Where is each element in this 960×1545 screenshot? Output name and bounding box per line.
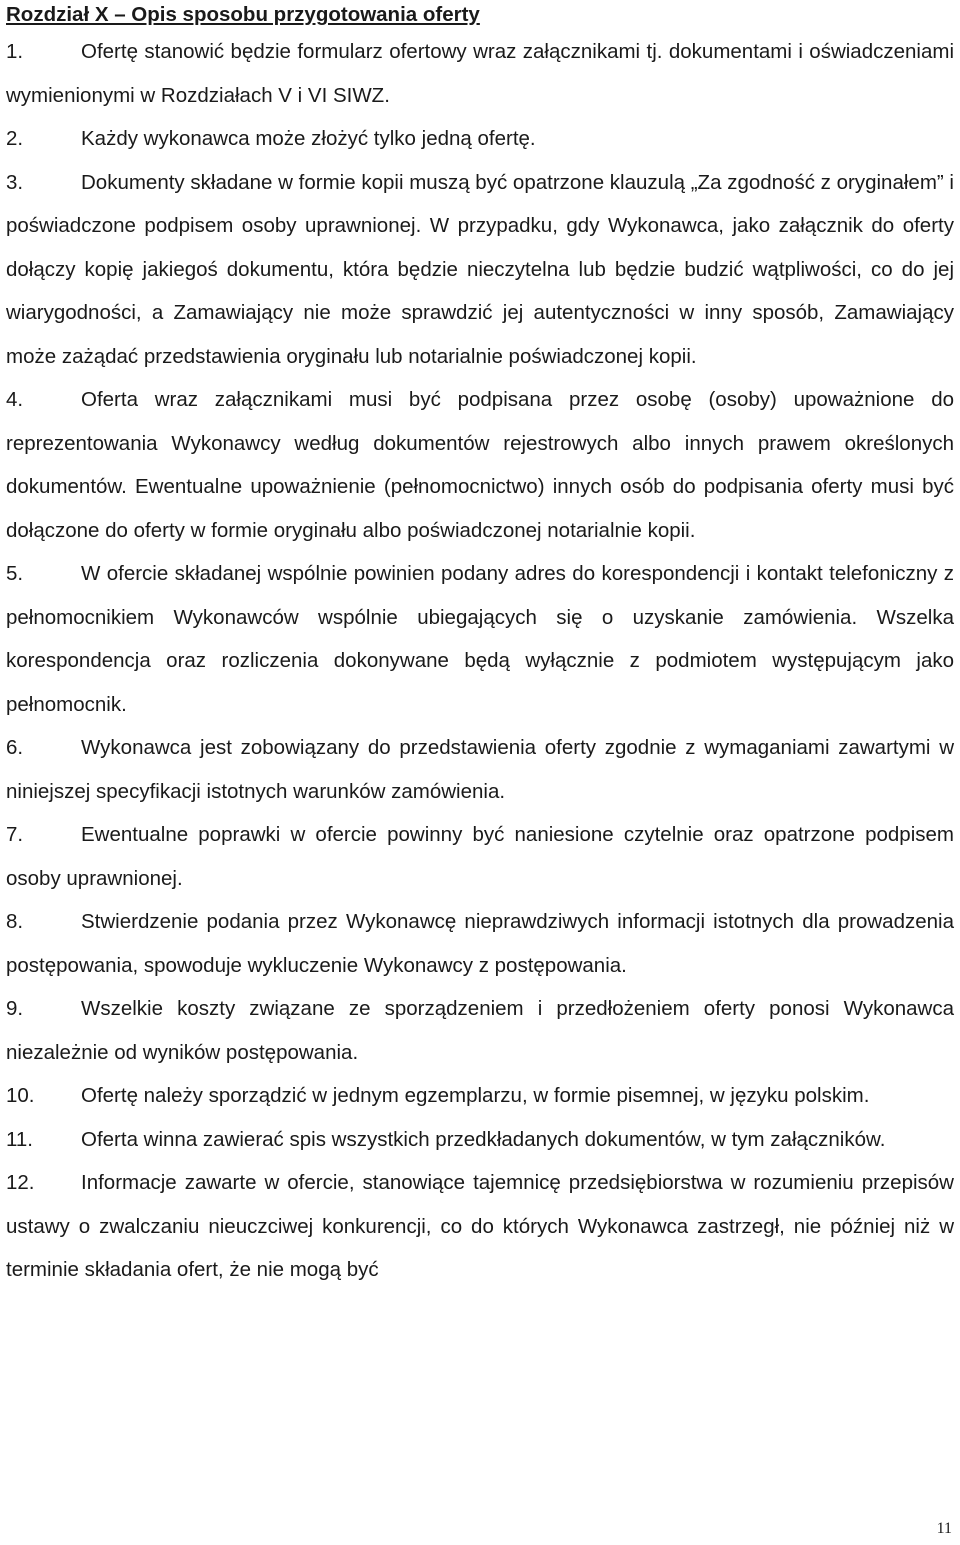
item-text: Stwierdzenie podania przez Wykonawcę nieprawdziwych informacji istotnych dla prowadzenia postępowania, spowoduje wykluczenie Wykonawcy z postępowania. bbox=[6, 910, 954, 977]
item-number: 7. bbox=[6, 823, 24, 846]
list-item-2 bbox=[6, 117, 954, 161]
list-item-10 bbox=[6, 1074, 954, 1118]
item-number: 11. bbox=[6, 1127, 33, 1151]
item-text: Informacje zawarte w ofercie, stanowiące tajemnicę przedsiębiorstwa w rozumieniu przepisów ustawy o zwalczaniu nieuczciwej konkurencji, co do których Wykonawca zastrzegł, nie później niż w terminie składania ofert, że nie mogą być bbox=[6, 1171, 954, 1281]
item-text: Oferta wraz załącznikami musi być podpisana przez osobę (osoby) upoważnione do reprezentowania Wykonawcy według dokumentów rejestrowych albo innych prawem określonych dokumentów. Ewentualne upoważnienie (pełnomocnictwo) innych osób do podpisania oferty musi być dołączone do oferty w formie oryginału albo poświadczonej notarialnie kopii. bbox=[6, 388, 954, 542]
item-number: 5. bbox=[6, 562, 24, 585]
list-item-5 bbox=[6, 552, 954, 726]
document-body bbox=[6, 0, 954, 1292]
list-item-7 bbox=[6, 813, 954, 900]
item-text: Ofertę stanowić będzie formularz ofertowy wraz załącznikami tj. dokumentami i oświadczeniami wymienionymi w Rozdziałach V i VI SIWZ. bbox=[6, 40, 954, 107]
item-text: Wykonawca jest zobowiązany do przedstawienia oferty zgodnie z wymaganiami zawartymi w niniejszej specyfikacji istotnych warunków zamówienia. bbox=[6, 736, 954, 803]
item-number: 8. bbox=[6, 910, 24, 933]
item-number: 6. bbox=[6, 736, 24, 759]
page-number: 11 bbox=[936, 1520, 952, 1537]
list-item-6 bbox=[6, 726, 954, 813]
item-text: W ofercie składanej wspólnie powinien podany adres do korespondencji i kontakt telefoniczny z pełnomocnikiem Wykonawców wspólnie ubiegających się o uzyskanie zamówienia. Wszelka korespondencja oraz rozliczenia dokonywane będą wyłącznie z podmiotem występującym jako pełnomocnik. bbox=[6, 562, 954, 716]
list-item-1 bbox=[6, 30, 954, 117]
list-item-9 bbox=[6, 987, 954, 1074]
list-item-8 bbox=[6, 900, 954, 987]
item-number: 9. bbox=[6, 997, 24, 1020]
item-number: 12. bbox=[6, 1171, 35, 1194]
list-item-4 bbox=[6, 378, 954, 552]
item-number: 2. bbox=[6, 127, 24, 150]
item-text: Wszelkie koszty związane ze sporządzeniem i przedłożeniem oferty ponosi Wykonawca niezależnie od wyników postępowania. bbox=[6, 997, 954, 1064]
item-text: Dokumenty składane w formie kopii muszą być opatrzone klauzulą „Za zgodność z oryginałem” i poświadczone podpisem osoby uprawnionej. W przypadku, gdy Wykonawca, jako załącznik do oferty dołączy kopię jakiegoś dokumentu, która będzie nieczytelna lub będzie budzić wątpliwości, co do jej wiarygodności, a Zamawiający nie może sprawdzić jej autentyczności w inny sposób, Zamawiający może zażądać przedstawienia oryginału lub notarialnie poświadczonej kopii. bbox=[6, 170, 954, 368]
list-item-11 bbox=[6, 1118, 954, 1162]
item-text: Ewentualne poprawki w ofercie powinny być naniesione czytelnie oraz opatrzone podpisem osoby uprawnionej. bbox=[6, 823, 954, 890]
item-text: Każdy wykonawca może złożyć tylko jedną ofertę. bbox=[81, 127, 536, 150]
item-text: Ofertę należy sporządzić w jednym egzemplarzu, w formie pisemnej, w języku polskim. bbox=[81, 1084, 870, 1107]
item-text: Oferta winna zawierać spis wszystkich przedkładanych dokumentów, w tym załączników. bbox=[81, 1127, 886, 1151]
item-number: 3. bbox=[6, 170, 24, 194]
item-number: 10. bbox=[6, 1084, 35, 1107]
list-item-12 bbox=[6, 1161, 954, 1292]
item-number: 4. bbox=[6, 388, 24, 411]
section-heading: Rozdział X – Opis sposobu przygotowania oferty bbox=[6, 3, 480, 26]
list-item-3 bbox=[6, 161, 954, 379]
item-number: 1. bbox=[6, 40, 24, 63]
